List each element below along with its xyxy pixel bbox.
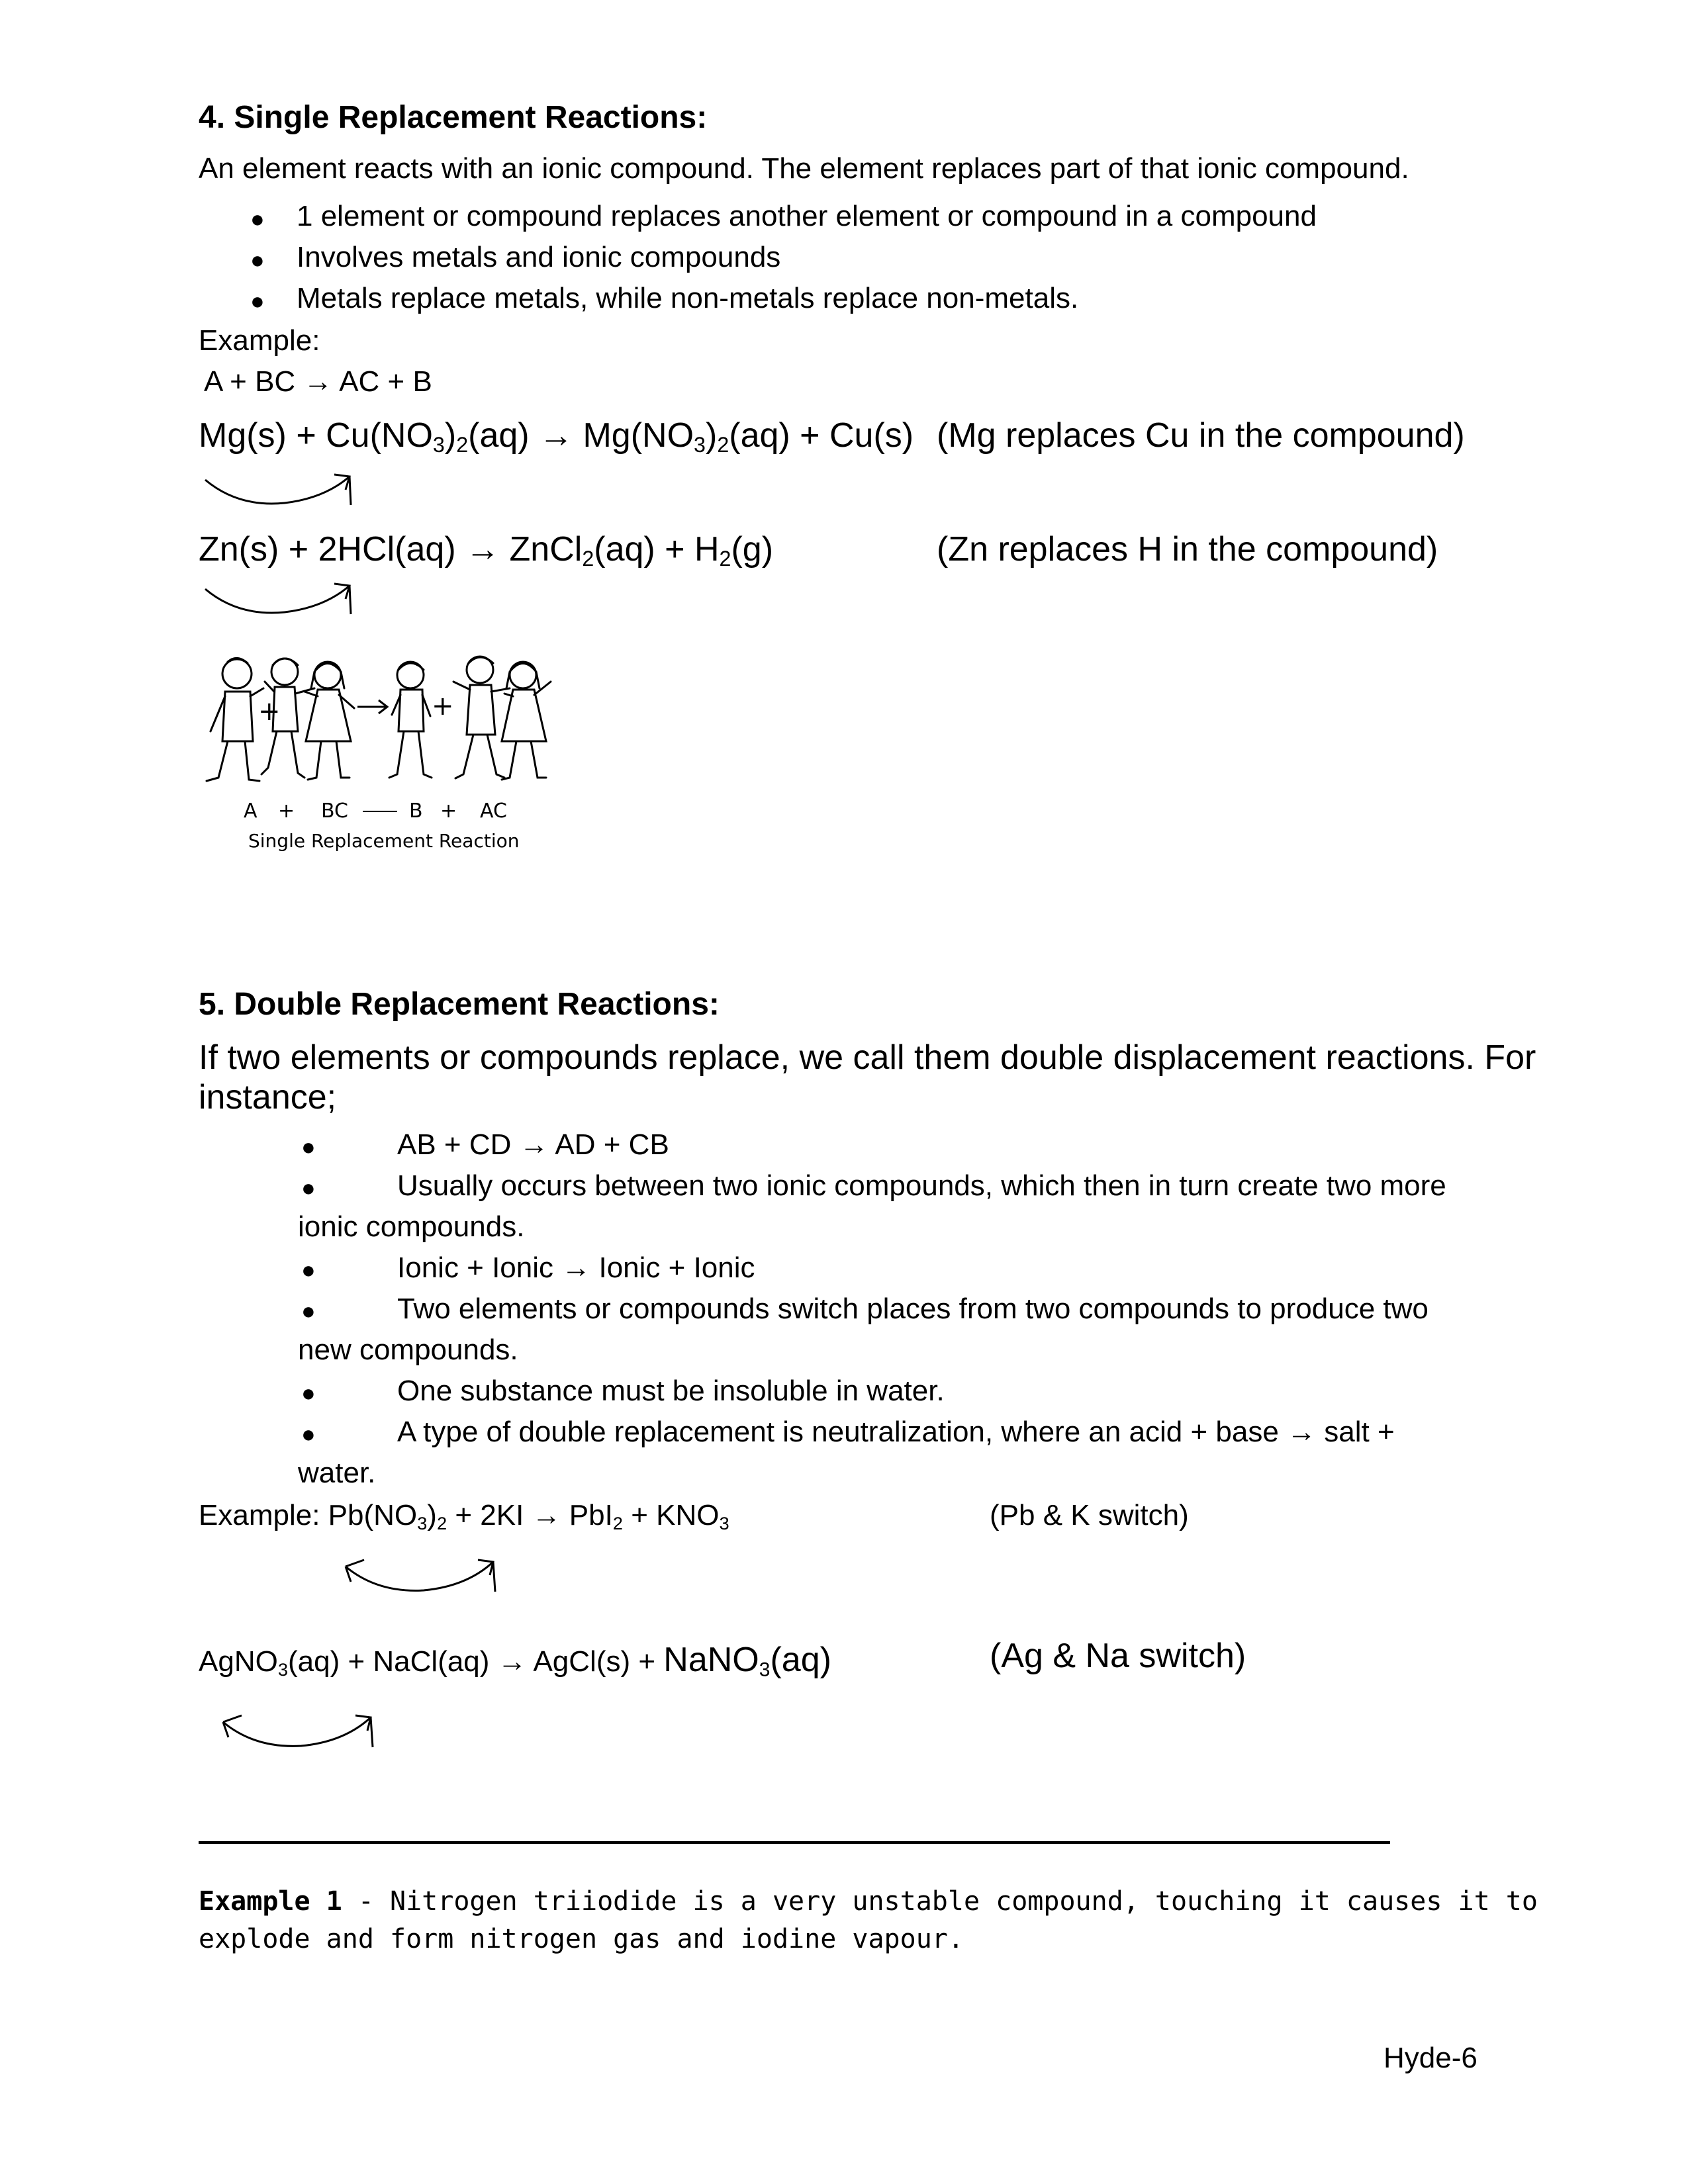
plus-icon: + <box>432 691 454 721</box>
bullet-icon: ● <box>250 246 265 273</box>
bullet-icon: ● <box>250 205 265 232</box>
equation-note: (Mg replaces Cu in the compound) <box>937 416 1465 455</box>
section4-bullet: 1 element or compound replaces another element or compound in a compound <box>297 200 1317 232</box>
equation-zn-h: Zn(s) + 2HCl(aq) → ZnCl$_2$(aq) + $H_2(g)$ <box>199 530 774 571</box>
section5-intro: instance; <box>199 1078 337 1116</box>
general-equation: A + BC → AC + B <box>204 365 432 398</box>
bullet-icon: ● <box>301 1256 316 1283</box>
section4-intro: An element reacts with an ionic compound. The element replaces part of that ionic compound. <box>199 152 1409 185</box>
equation-note: (Ag & Na switch) <box>990 1637 1246 1675</box>
person-a-icon <box>207 658 263 781</box>
section5-bullet-cont: ionic compounds. <box>298 1210 525 1243</box>
swap-arrow-icon <box>215 1707 381 1757</box>
swap-arrow-icon <box>338 1552 503 1602</box>
section5-bullet: AB + CD → AD + CB <box>397 1128 669 1161</box>
illustration-label-b: B <box>409 799 423 823</box>
bullet-icon: ● <box>301 1133 316 1160</box>
reaction-arrow-icon <box>357 700 387 713</box>
bullet-icon: ● <box>301 1379 316 1406</box>
illustration-plus: + <box>440 799 457 823</box>
curved-arrow-icon <box>199 576 357 622</box>
page-number: Hyde-6 <box>1383 2042 1477 2074</box>
example1-text: Example 1 - Nitrogen triiodide is a very unstable compound, touching it causes it to <box>199 1886 1538 1917</box>
single-replacement-illustration <box>199 642 563 860</box>
example1-text: explode and form nitrogen gas and iodine vapour. <box>199 1924 964 1954</box>
section4-heading: 4. Single Replacement Reactions: <box>199 100 708 135</box>
section5-bullet: Two elements or compounds switch places from two compounds to produce two <box>397 1293 1429 1325</box>
bullet-icon: ● <box>301 1174 316 1201</box>
section5-bullet-cont: water. <box>298 1457 376 1489</box>
section4-bullet: Involves metals and ionic compounds <box>297 241 781 273</box>
equation-pb-k: Example: $Pb(NO_3)_2 + 2KI \to PbI_2 + KNO_3$ <box>199 1499 729 1533</box>
section5-bullet: One substance must be insoluble in water. <box>397 1375 945 1407</box>
illustration-plus: + <box>278 799 295 823</box>
bullet-icon: ● <box>250 287 265 314</box>
equation-ag-na: AgNO$_3$(aq) + NaCl(aq) → AgCl(s) + NaNO$_3$(aq) <box>199 1641 831 1681</box>
person-b-icon <box>389 662 432 778</box>
illustration-label-bc: BC <box>321 799 349 823</box>
section5-bullet-cont: new compounds. <box>298 1334 518 1366</box>
section5-bullet: A type of double replacement is neutralization, where an acid + base → salt + <box>397 1416 1395 1448</box>
curved-arrow-icon <box>199 467 357 513</box>
bullet-icon: ● <box>301 1297 316 1324</box>
equation-mg-cu: $Mg(s) + Cu(NO_3)_2(aq) \to Mg(NO_3)_2(aq) + Cu(s)$ <box>199 416 914 457</box>
equation-note: (Zn replaces H in the compound) <box>937 530 1438 569</box>
section5-bullet: Ionic + Ionic → Ionic + Ionic <box>397 1251 755 1284</box>
pair-ac-icon <box>453 657 551 780</box>
bullet-icon: ● <box>301 1420 316 1447</box>
section4-bullet: Metals replace metals, while non-metals replace non-metals. <box>297 282 1079 314</box>
example-label: Example: <box>199 324 320 357</box>
divider <box>199 1841 1390 1844</box>
section5-heading: 5. Double Replacement Reactions: <box>199 987 720 1022</box>
illustration-label-ac: AC <box>480 799 507 823</box>
illustration-label-a: A <box>244 799 258 823</box>
section5-bullet: Usually occurs between two ionic compounds, which then in turn create two more <box>397 1169 1446 1202</box>
plus-icon: + <box>258 696 281 727</box>
example1-label: Example 1 <box>199 1886 342 1917</box>
section5-intro: If two elements or compounds replace, we call them double displacement reactions. For <box>199 1038 1536 1077</box>
illustration-caption: Single Replacement Reaction <box>248 830 520 852</box>
equation-note: (Pb & K switch) <box>990 1499 1189 1531</box>
